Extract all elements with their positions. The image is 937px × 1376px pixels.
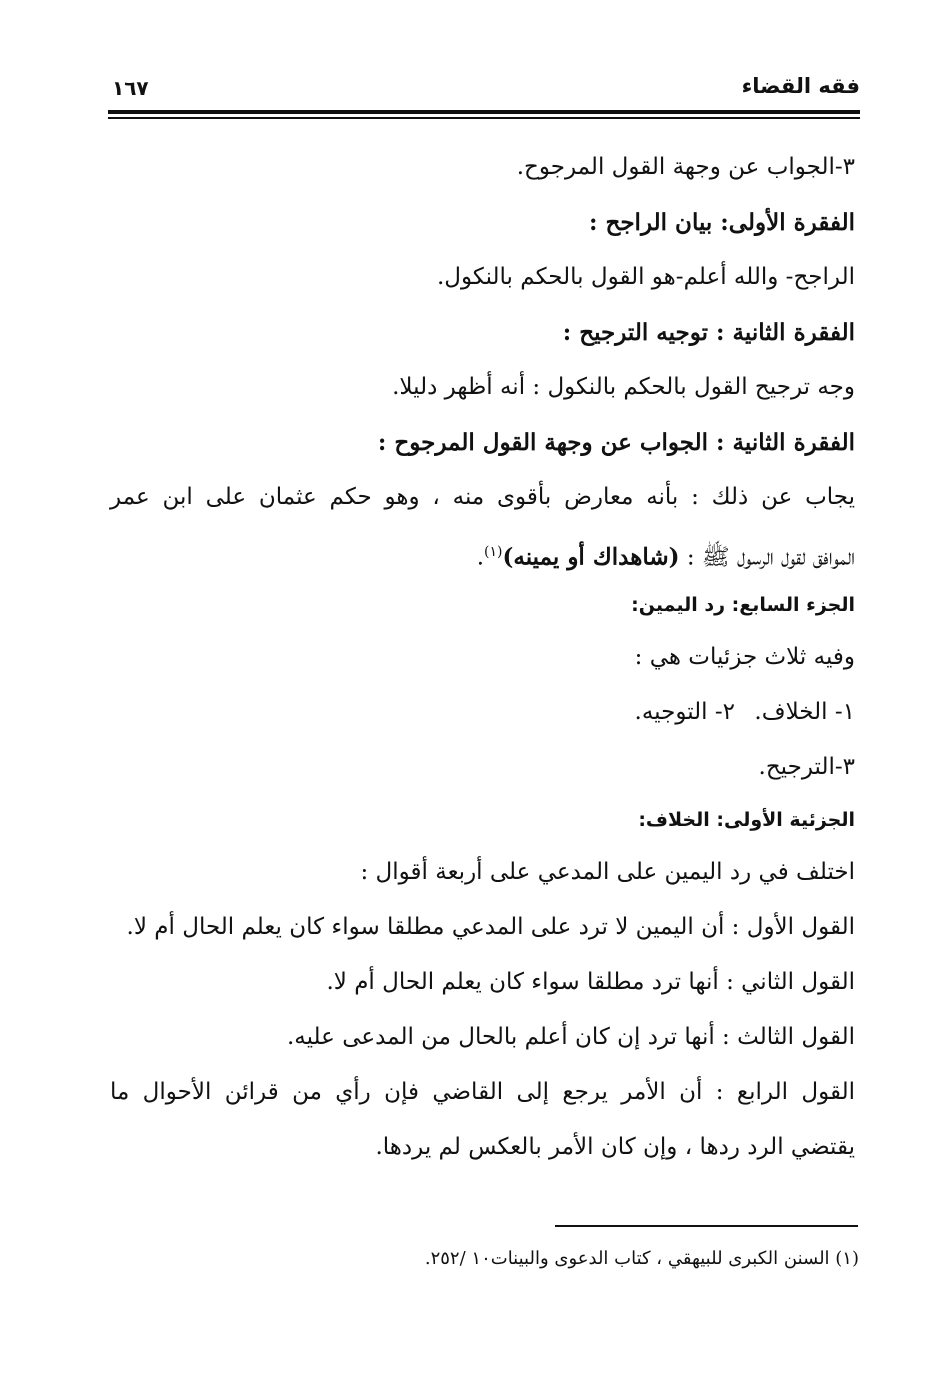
paragraph-line: القول الثالث : أنها ترد إن كان أعلم بالحال من المدعى عليه. — [286, 1024, 855, 1050]
section-heading: الفقرة الأولى: بيان الراجح : — [589, 209, 855, 236]
paragraph-text: الموافق لقول الرسول ﷺ : — [686, 544, 855, 571]
header-rule-thin — [108, 117, 860, 119]
enumeration-row — [110, 685, 855, 740]
paragraph-line: وجه ترجيح القول بالحكم بالنكول : أنه أظهر دليلا. — [392, 374, 855, 400]
section-heading: الفقرة الثانية : الجواب عن وجهة القول المرجوح : — [377, 429, 855, 456]
enumeration-item: ٢- التوجيه. — [634, 699, 735, 725]
part-heading: الجزئية الأولى: الخلاف: — [638, 809, 855, 831]
enumeration-item: ٣-الترجيح. — [758, 754, 855, 780]
footnote-ref: (١) — [484, 544, 503, 560]
paragraph-line-with-quote — [110, 525, 855, 580]
page-number: ١٦٧ — [112, 76, 149, 100]
enumeration-item: ١- الخلاف. — [754, 699, 855, 725]
part-heading: الجزء السابع: رد اليمين: — [631, 594, 855, 616]
paragraph-line: القول الثاني : أنها ترد مطلقا سواء كان يعلم الحال أم لا. — [326, 969, 855, 995]
paragraph-line: ٣-الجواب عن وجهة القول المرجوح. — [516, 154, 855, 180]
page-body — [110, 140, 855, 1175]
paragraph-line: الراجح- والله أعلم-هو القول بالحكم بالنكول. — [437, 264, 855, 290]
page-header — [108, 68, 860, 108]
section-heading: الفقرة الثانية : توجيه الترجيح : — [562, 319, 855, 346]
paragraph-line: يجاب عن ذلك : بأنه معارض بأقوى منه ، وهو حكم عثمان على ابن عمر — [110, 484, 855, 510]
paragraph-line: وفيه ثلاث جزئيات هي : — [634, 644, 855, 670]
hadith-quote: (شاهداك أو يمينه) — [502, 543, 680, 571]
paragraph-line: يقتضي الرد ردها ، وإن كان الأمر بالعكس لم يردها. — [375, 1134, 855, 1160]
paragraph-line: القول الأول : أن اليمين لا ترد على المدعي مطلقا سواء كان يعلم الحال أم لا. — [126, 914, 855, 940]
paragraph-text: . — [476, 544, 485, 571]
footnote-rule — [555, 1225, 858, 1227]
header-rule-thick — [108, 110, 860, 114]
footnote: (١) السنن الكبرى للبيهقي ، كتاب الدعوى والبينات١٠ /٢٥٢. — [424, 1248, 859, 1269]
paragraph-line: القول الرابع : أن الأمر يرجع إلى القاضي فإن رأي من قرائن الأحوال ما — [110, 1079, 855, 1105]
running-title: فقه القضاء — [741, 74, 860, 98]
paragraph-line: اختلف في رد اليمين على المدعي على أربعة أقوال : — [360, 859, 855, 885]
